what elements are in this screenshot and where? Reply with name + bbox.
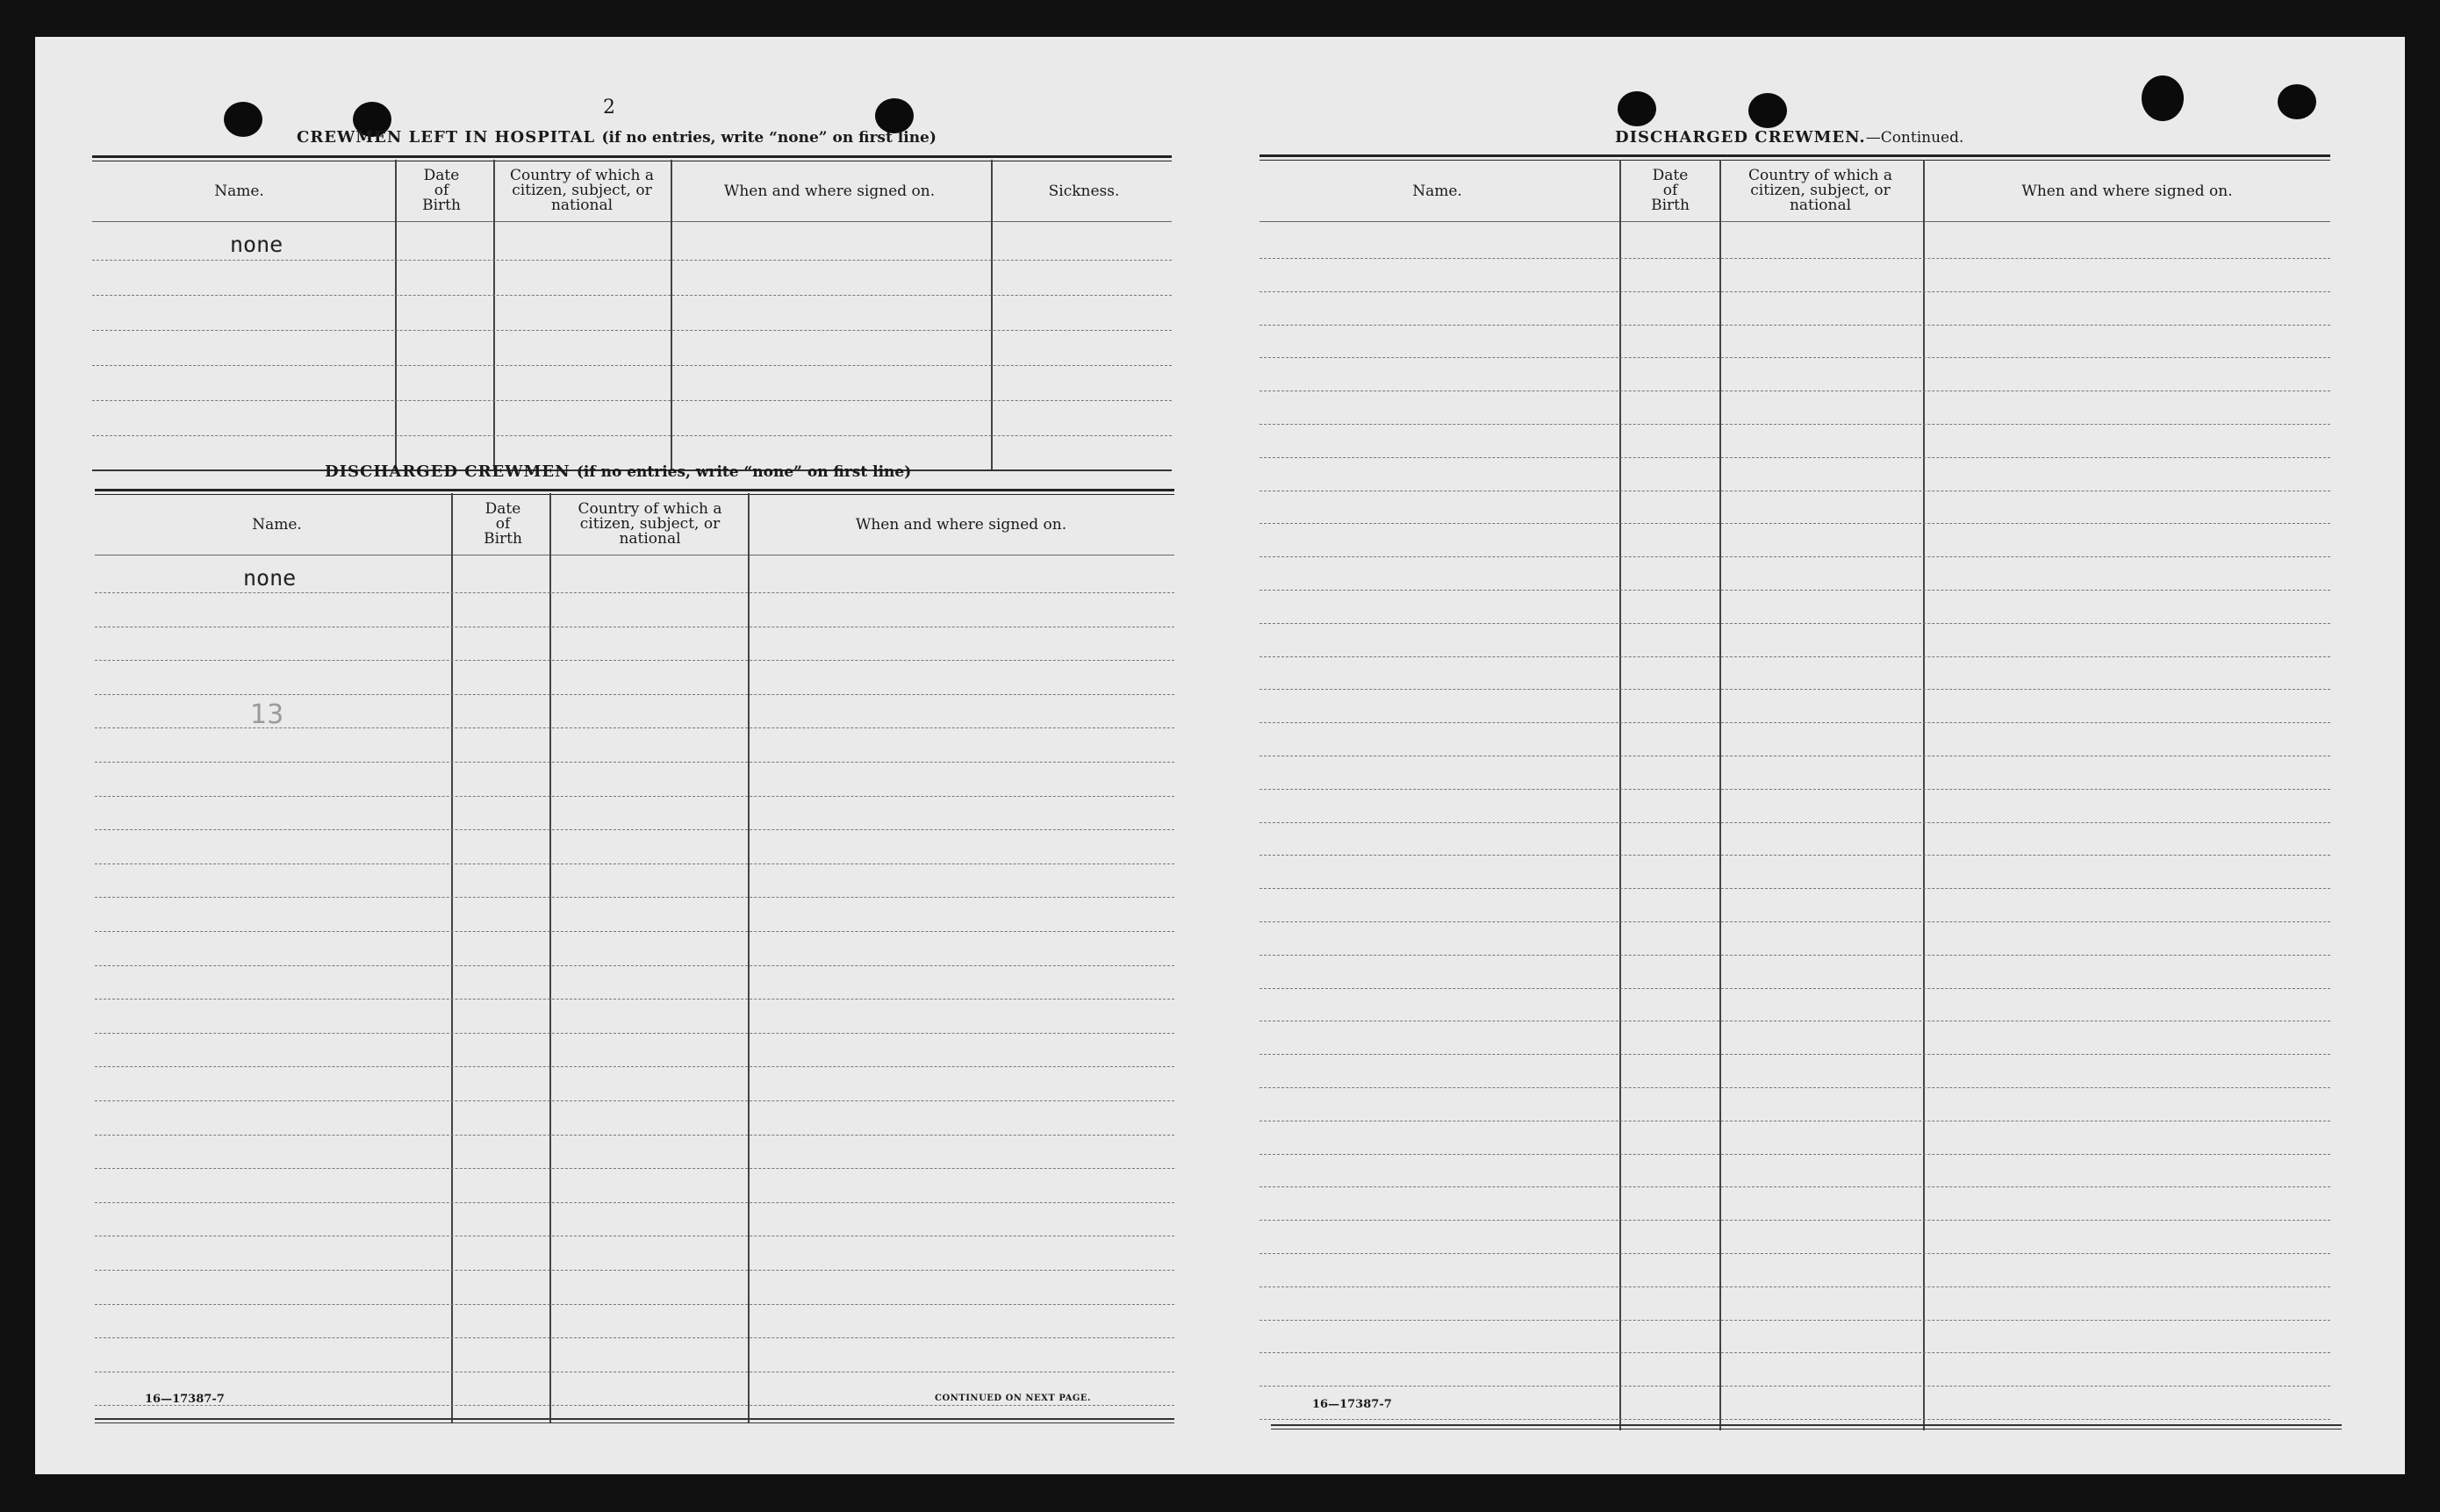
punch-hole-7 (2278, 84, 2316, 119)
right-header-dob-text: Date of Birth (1651, 167, 1690, 214)
right-title-text: DISCHARGED CREWMEN. (1615, 128, 1866, 147)
ruled-row-line (1259, 1186, 2330, 1187)
ruled-row-line (95, 1100, 1174, 1101)
ruled-row-line (1259, 1220, 2330, 1221)
discharged-col-divider-1 (451, 493, 453, 1423)
ruled-row-line (95, 762, 1174, 763)
right-header-name: Name. (1412, 183, 1462, 200)
ruled-row-line (1259, 623, 2330, 624)
right-title-suffix: —Continued. (1865, 129, 1964, 147)
discharged-top-rule (95, 489, 1174, 495)
ruled-row-line (1259, 822, 2330, 823)
ruled-row-line (1259, 921, 2330, 922)
ruled-row-line (1259, 1286, 2330, 1287)
discharged-header-country (551, 502, 749, 547)
discharged-bottom-rule-2 (95, 1422, 1174, 1423)
ruled-row-line (1259, 1320, 2330, 1321)
hospital-header-underline (92, 221, 1172, 222)
discharged-entry-none: none (243, 565, 297, 591)
discharged-header-dob (455, 502, 551, 547)
hospital-header-sickness: Sickness. (1048, 183, 1120, 200)
ruled-row-line (95, 1202, 1174, 1203)
ruled-row-line (1259, 888, 2330, 889)
punch-hole-6 (2142, 75, 2184, 121)
hospital-col-divider-4 (991, 160, 993, 471)
ruled-row-line (1259, 1386, 2330, 1387)
ruled-row-line (1259, 855, 2330, 856)
hospital-entry-none: none (230, 232, 283, 257)
punch-hole-1 (224, 102, 262, 137)
hospital-row-line (92, 400, 1172, 401)
hospital-col-divider-2 (493, 160, 495, 471)
hospital-title-text: CREWMEN LEFT IN HOSPITAL (297, 128, 596, 147)
ruled-row-line (1259, 722, 2330, 723)
discharged-title-text: DISCHARGED CREWMEN (325, 462, 571, 481)
ruled-row-line (1259, 656, 2330, 657)
right-header-dob (1622, 168, 1719, 213)
ruled-row-line (95, 694, 1174, 695)
hospital-col-divider-1 (395, 160, 397, 471)
right-col-divider-2 (1719, 160, 1721, 1430)
right-bottom-rule-2 (1271, 1429, 2342, 1430)
ruled-row-line (1259, 291, 2330, 292)
ruled-row-line (1259, 1352, 2330, 1353)
punch-hole-5 (1748, 93, 1787, 128)
hospital-row-line (92, 295, 1172, 296)
ruled-row-line (1259, 258, 2330, 259)
hospital-header-country (494, 168, 670, 213)
ruled-row-line (95, 999, 1174, 1000)
hospital-header-dob-text: Date of Birth (422, 167, 461, 214)
ruled-row-line (95, 796, 1174, 797)
ruled-row-line (1259, 556, 2330, 557)
ruled-row-line (95, 897, 1174, 898)
discharged-header-name: Name. (252, 516, 302, 534)
punch-hole-4 (1618, 91, 1656, 126)
page-number: 2 (603, 97, 615, 118)
faint-stamp-number: 13 (250, 699, 284, 730)
ruled-row-line (1259, 590, 2330, 591)
discharged-section-title (325, 462, 911, 481)
ruled-row-line (95, 1135, 1174, 1136)
ruled-row-line (1259, 955, 2330, 956)
ruled-row-line (95, 1033, 1174, 1034)
ruled-row-line (95, 1405, 1174, 1406)
hospital-header-name: Name. (214, 183, 264, 200)
ruled-row-line (1259, 1154, 2330, 1155)
right-header-country (1720, 168, 1920, 213)
ruled-row-line (1259, 357, 2330, 358)
ruled-row-line (1259, 1253, 2330, 1254)
hospital-header-signed: When and where signed on. (723, 183, 936, 200)
hospital-title-instruction: (if no entries, write “none” on first line) (601, 129, 937, 147)
discharged-title-instruction: (if no entries, write “none” on first line) (576, 463, 912, 481)
ruled-row-line (1259, 689, 2330, 690)
hospital-section-title (297, 128, 937, 147)
ruled-row-line (95, 863, 1174, 864)
hospital-col-divider-3 (671, 160, 672, 471)
right-top-rule (1259, 154, 2330, 161)
ruled-row-line (1259, 1419, 2330, 1420)
discharged-col-divider-3 (748, 493, 750, 1423)
hospital-row-line (92, 260, 1172, 261)
hospital-header-country-text: Country of which a citizen, subject, or national (510, 167, 654, 214)
discharged-col-divider-2 (549, 493, 551, 1423)
discharged-bottom-rule (95, 1418, 1174, 1420)
hospital-row-line (92, 435, 1172, 436)
ruled-row-line (1259, 325, 2330, 326)
ruled-row-line (95, 829, 1174, 830)
ruled-row-line (95, 660, 1174, 661)
right-header-underline (1259, 221, 2330, 222)
right-col-divider-1 (1619, 160, 1621, 1430)
discharged-header-dob-text: Date of Birth (484, 500, 522, 548)
hospital-header-dob (398, 168, 485, 213)
ruled-row-line (1259, 1054, 2330, 1055)
discharged-header-country-text: Country of which a citizen, subject, or national (578, 500, 722, 548)
hospital-row-line (92, 330, 1172, 331)
right-col-divider-3 (1923, 160, 1925, 1430)
ruled-row-line (95, 1270, 1174, 1271)
right-form-number: 16—17387-7 (1312, 1398, 1392, 1411)
right-header-signed: When and where signed on. (2021, 183, 2233, 200)
discharged-header-signed: When and where signed on. (855, 516, 1067, 534)
ruled-row-line (95, 1304, 1174, 1305)
form-page-spread (35, 37, 2405, 1474)
ruled-row-line (1259, 789, 2330, 790)
ruled-row-line (1259, 988, 2330, 989)
right-header-country-text: Country of which a citizen, subject, or national (1748, 167, 1892, 214)
right-section-title (1615, 128, 1963, 147)
ruled-row-line (1259, 1087, 2330, 1088)
ruled-row-line (95, 931, 1174, 932)
ruled-row-line (95, 592, 1174, 593)
ruled-row-line (95, 1337, 1174, 1338)
ruled-row-line (95, 965, 1174, 966)
ruled-row-line (1259, 523, 2330, 524)
right-bottom-rule (1271, 1424, 2342, 1426)
ruled-row-line (1259, 457, 2330, 458)
hospital-row-line (92, 365, 1172, 366)
ruled-row-line (95, 1066, 1174, 1067)
ruled-row-line (1259, 424, 2330, 425)
left-form-number: 16—17387-7 (145, 1393, 225, 1406)
continued-note: CONTINUED ON NEXT PAGE. (935, 1394, 1092, 1403)
ruled-row-line (95, 1168, 1174, 1169)
hospital-top-rule (92, 155, 1172, 161)
